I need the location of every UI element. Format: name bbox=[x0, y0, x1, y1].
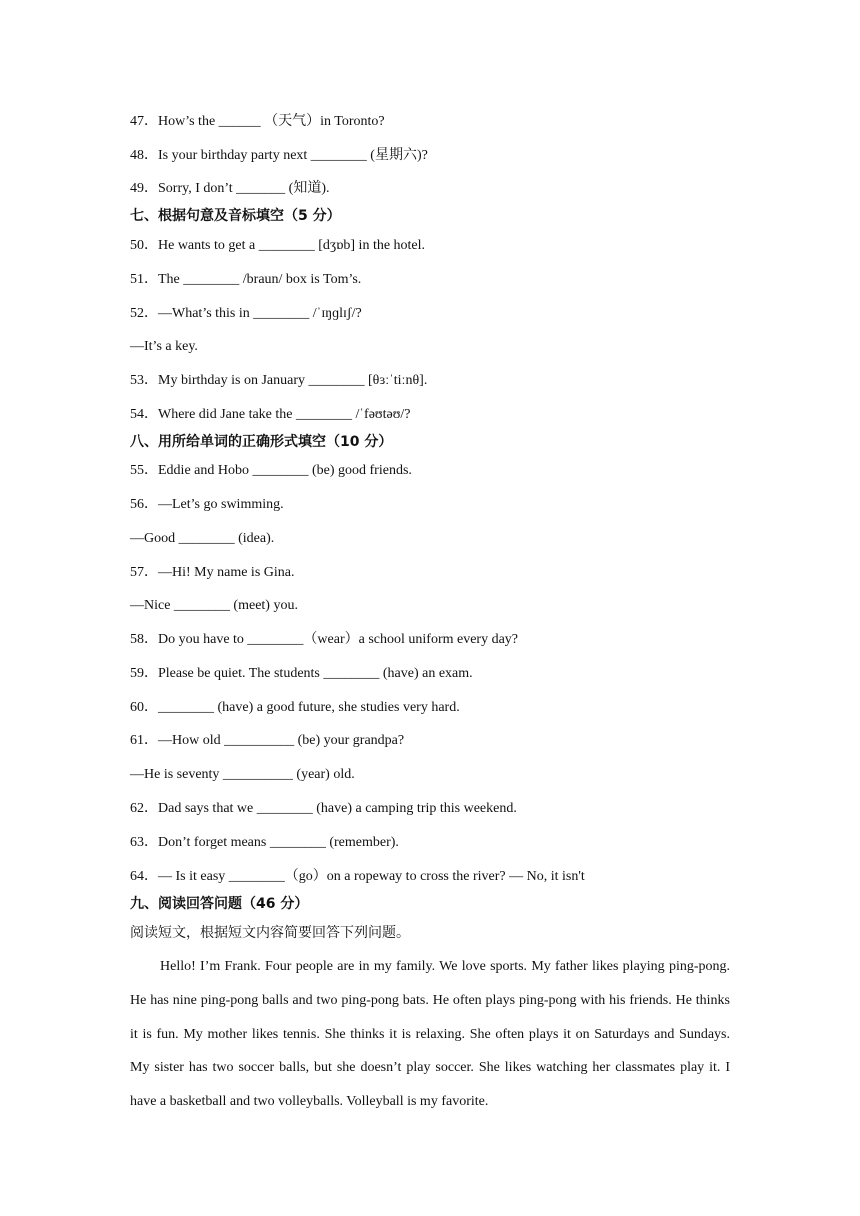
question-55: 55．Eddie and Hobo ________ (be) good friends. bbox=[130, 463, 412, 478]
question-61: 61．—How old __________ (be) your grandpa? bbox=[130, 733, 405, 748]
question-48: 48．Is your birthday party next ________ (星期六)? bbox=[130, 148, 428, 163]
question-57-answer: —Nice ________ (meet) you. bbox=[130, 598, 298, 613]
question-53: 53．My birthday is on January ________ [θɜːˈtiːnθ]. bbox=[130, 373, 428, 388]
section-9-heading: 九、阅读回答问题（46 分） bbox=[130, 896, 309, 912]
question-59: 59．Please be quiet. The students ________ (have) an exam. bbox=[130, 666, 473, 681]
question-62: 62．Dad says that we ________ (have) a camping trip this weekend. bbox=[130, 801, 517, 816]
question-58: 58．Do you have to ________（wear）a school uniform every day? bbox=[130, 632, 519, 647]
question-47: 47．How’s the ______ （天气）in Toronto? bbox=[130, 114, 385, 129]
question-52: 52．—What’s this in ________ /ˈɪŋɡlɪʃ/? bbox=[130, 306, 362, 321]
question-63: 63．Don’t forget means ________ (remember). bbox=[130, 835, 399, 850]
question-60: 60．________ (have) a good future, she studies very hard. bbox=[130, 700, 460, 715]
question-61-answer: —He is seventy __________ (year) old. bbox=[130, 767, 355, 782]
question-50: 50．He wants to get a ________ [dʒɒb] in the hotel. bbox=[130, 238, 426, 253]
section-9-instructions: 阅读短文，根据短文内容简要回答下列问题。 bbox=[130, 925, 410, 941]
question-56: 56．—Let’s go swimming. bbox=[130, 497, 284, 512]
question-52-answer: —It’s a key. bbox=[130, 339, 198, 354]
question-54: 54．Where did Jane take the ________ /ˈfəʊtəʊ/? bbox=[130, 407, 411, 422]
question-49: 49．Sorry, I don’t _______ (知道). bbox=[130, 181, 330, 196]
reading-passage: Hello! I’m Frank. Four people are in my family. We love sports. My father likes playing ping-pong. He has nine ping-pong balls and two ping-pong bats. He often plays ping-pong with his friends. He thinks it is fun. My mother likes tennis. She thinks it is relaxing. She often plays it on Saturdays and Sundays. My sister has two soccer balls, but she doesn’t play soccer. She likes watching her classmates play it. I have a basketball and two volleyballs. Volleyball is my favorite. bbox=[130, 959, 730, 1110]
question-51: 51．The ________ /braun/ box is Tom’s. bbox=[130, 272, 362, 287]
section-8-heading: 八、用所给单词的正确形式填空（10 分） bbox=[130, 434, 393, 450]
question-56-answer: —Good ________ (idea). bbox=[130, 531, 275, 546]
section-7-heading: 七、根据句意及音标填空（5 分） bbox=[130, 208, 341, 224]
question-64: 64．— Is it easy ________（go）on a ropeway to cross the river? — No, it isn't bbox=[130, 869, 585, 884]
question-57: 57．—Hi! My name is Gina. bbox=[130, 565, 295, 580]
